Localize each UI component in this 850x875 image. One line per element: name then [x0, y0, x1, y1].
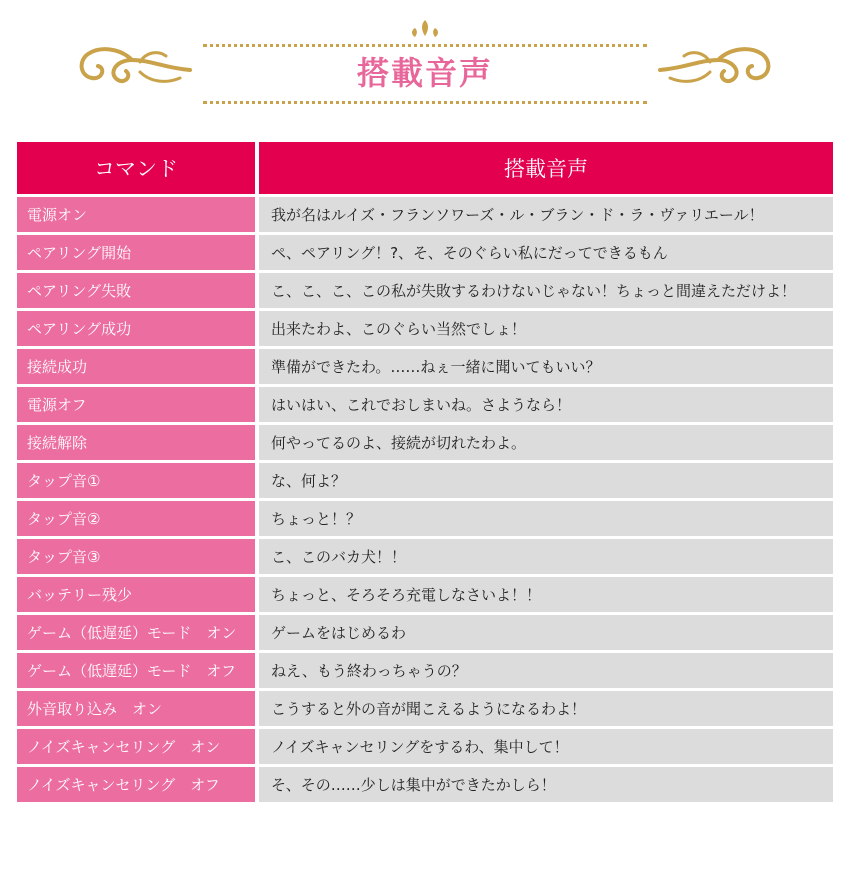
- voice-cell: 出来たわよ、このぐらい当然でしょ！: [259, 311, 833, 346]
- command-cell: ノイズキャンセリング オフ: [17, 767, 255, 802]
- voice-cell: ちょっと！？: [259, 501, 833, 536]
- table-row: [17, 349, 833, 384]
- table-row: [17, 653, 833, 688]
- table-row: [17, 577, 833, 612]
- table-row: [17, 767, 833, 802]
- command-cell: ノイズキャンセリング オン: [17, 729, 255, 764]
- table-body: [17, 197, 833, 802]
- command-cell: ゲーム（低遅延）モード オン: [17, 615, 255, 650]
- voice-cell: 何やってるのよ、接続が切れたわよ。: [259, 425, 833, 460]
- command-cell: 外音取り込み オン: [17, 691, 255, 726]
- voice-cell: こ、こ、こ、この私が失敗するわけないじゃない！ちょっと間違えただけよ！: [259, 273, 833, 308]
- table-row: [17, 501, 833, 536]
- voice-cell: ペ、ペアリング！?、そ、そのぐらい私にだってできるもん: [259, 235, 833, 270]
- voice-cell: 我が名はルイズ・フランソワーズ・ル・ブラン・ド・ラ・ヴァリエール！: [259, 197, 833, 232]
- page-title: 搭載音声: [356, 54, 493, 92]
- command-cell: バッテリー残少: [17, 577, 255, 612]
- left-flourish-icon: [70, 40, 195, 95]
- table-row: [17, 729, 833, 764]
- voice-cell: こうすると外の音が聞こえるようになるわよ！: [259, 691, 833, 726]
- section-header: [0, 0, 850, 130]
- table-row: [17, 539, 833, 574]
- table-row: [17, 615, 833, 650]
- voice-cell: こ、このバカ犬！！: [259, 539, 833, 574]
- table-header-row: [17, 142, 833, 194]
- table-row: [17, 235, 833, 270]
- command-cell: ペアリング成功: [17, 311, 255, 346]
- command-cell: ゲーム（低遅延）モード オフ: [17, 653, 255, 688]
- table-row: [17, 387, 833, 422]
- voice-cell: ゲームをはじめるわ: [259, 615, 833, 650]
- command-cell: タップ音③: [17, 539, 255, 574]
- command-cell: 電源オフ: [17, 387, 255, 422]
- voice-cell: ノイズキャンセリングをするわ、集中して！: [259, 729, 833, 764]
- table-row: [17, 197, 833, 232]
- command-cell: 電源オン: [17, 197, 255, 232]
- voice-cell: ねえ、もう終わっちゃうの？: [259, 653, 833, 688]
- command-cell: 接続解除: [17, 425, 255, 460]
- command-cell: 接続成功: [17, 349, 255, 384]
- voice-cell: 準備ができたわ。‥‥‥ねぇ一緒に聞いてもいい？: [259, 349, 833, 384]
- table-row: [17, 311, 833, 346]
- gold-dotted-line-top: [203, 44, 647, 47]
- voice-cell: な、何よ？: [259, 463, 833, 498]
- voice-cell: ちょっと、そろそろ充電しなさいよ！！: [259, 577, 833, 612]
- voice-cell: はいはい、これでおしまいね。さようなら！: [259, 387, 833, 422]
- fleur-ornament-icon: [403, 18, 447, 42]
- table-row: [17, 273, 833, 308]
- gold-dotted-line-bottom: [203, 101, 647, 104]
- command-cell: ペアリング失敗: [17, 273, 255, 308]
- voice-table: [17, 142, 833, 805]
- table-row: [17, 425, 833, 460]
- command-cell: タップ音①: [17, 463, 255, 498]
- voice-cell: そ、その‥‥‥少しは集中ができたかしら！: [259, 767, 833, 802]
- right-flourish-icon: [655, 40, 780, 95]
- table-row: [17, 691, 833, 726]
- command-cell: タップ音②: [17, 501, 255, 536]
- column-header-command: コマンド: [17, 142, 255, 194]
- command-cell: ペアリング開始: [17, 235, 255, 270]
- table-row: [17, 463, 833, 498]
- column-header-voice: 搭載音声: [259, 142, 833, 194]
